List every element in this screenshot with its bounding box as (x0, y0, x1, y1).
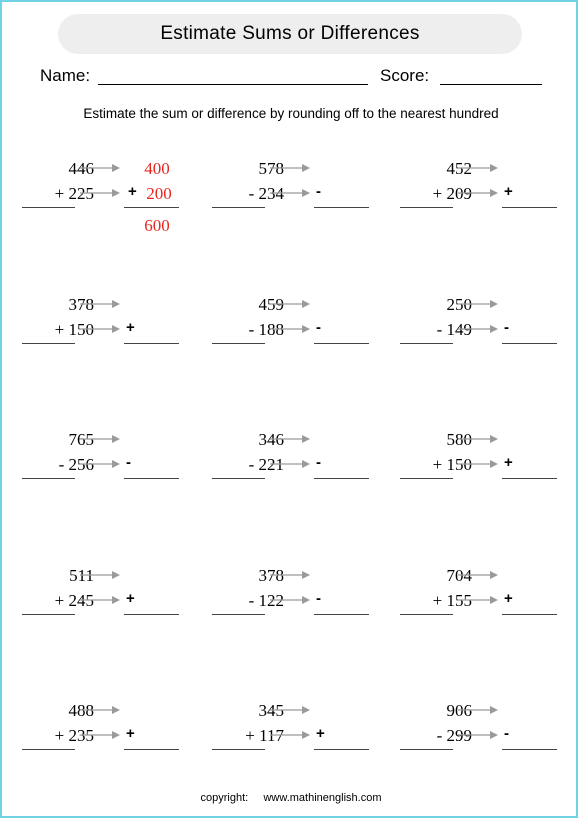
example-result: 600 (144, 216, 170, 235)
problem-bottom-number: + 235 (54, 726, 94, 745)
operation-sign: - (316, 454, 321, 471)
arrow-icon (80, 163, 120, 173)
copyright-footer (2, 792, 578, 804)
problem-item (212, 159, 392, 259)
problem-top-number: 704 (446, 566, 472, 585)
problem-item (22, 159, 202, 259)
problem-item (400, 295, 578, 395)
arrow-icon (270, 163, 310, 173)
problem-item (400, 430, 578, 530)
problem-top-number: 452 (446, 159, 472, 178)
problem-underline (400, 749, 453, 750)
arrow-icon (80, 188, 120, 198)
arrow-icon (270, 595, 310, 605)
name-score-row (40, 64, 550, 92)
answer-line[interactable] (124, 614, 179, 615)
arrow-icon (270, 324, 310, 334)
operation-sign: + (126, 725, 135, 742)
problem-top-number: 378 (68, 295, 94, 314)
worksheet-title (58, 14, 522, 54)
arrow-icon (458, 705, 498, 715)
problem-item (212, 295, 392, 395)
operation-sign: + (504, 590, 513, 607)
answer-line[interactable] (502, 749, 557, 750)
answer-line[interactable] (502, 614, 557, 615)
arrow-icon (80, 595, 120, 605)
operation-sign: + (504, 454, 513, 471)
answer-line[interactable] (502, 207, 557, 208)
answer-line[interactable] (314, 478, 369, 479)
name-field-line[interactable] (98, 84, 368, 85)
answer-line (124, 207, 179, 208)
problem-top-number: 906 (446, 701, 472, 720)
problem-underline (400, 478, 453, 479)
answer-line[interactable] (124, 749, 179, 750)
problem-top-number: 459 (258, 295, 284, 314)
problem-item (212, 566, 392, 666)
problem-item (400, 566, 578, 666)
problem-underline (22, 207, 75, 208)
arrow-icon (458, 299, 498, 309)
problem-bottom-number: - 299 (436, 726, 472, 745)
arrow-icon (80, 705, 120, 715)
arrow-icon (80, 459, 120, 469)
example-rounded-top: 400 (144, 159, 170, 178)
arrow-icon (458, 730, 498, 740)
arrow-icon (270, 459, 310, 469)
problem-underline (22, 614, 75, 615)
problem-underline (212, 749, 265, 750)
problem-bottom-number: + 150 (54, 320, 94, 339)
operation-sign: + (128, 183, 137, 200)
operation-sign: - (126, 454, 131, 471)
problem-bottom-number: + 245 (54, 591, 94, 610)
arrow-icon (458, 188, 498, 198)
problem-underline (22, 343, 75, 344)
problem-top-number: 488 (68, 701, 94, 720)
problem-bottom-number: + 117 (245, 726, 284, 745)
arrow-icon (270, 299, 310, 309)
problem-top-number: 378 (258, 566, 284, 585)
arrow-icon (270, 705, 310, 715)
problem-underline (212, 478, 265, 479)
arrow-icon (80, 324, 120, 334)
problem-bottom-number: + 225 (54, 184, 94, 203)
problem-top-number: 346 (258, 430, 284, 449)
problem-item (212, 430, 392, 530)
problem-top-number: 345 (258, 701, 284, 720)
problem-item (212, 701, 392, 801)
answer-line[interactable] (314, 614, 369, 615)
problem-bottom-number: - 149 (436, 320, 472, 339)
operation-sign: - (316, 183, 321, 200)
problem-item (22, 295, 202, 395)
problem-underline (22, 749, 75, 750)
copyright-label: copyright: (200, 792, 249, 804)
problem-top-number: 765 (68, 430, 94, 449)
arrow-icon (80, 730, 120, 740)
problem-item (400, 701, 578, 801)
arrow-icon (458, 324, 498, 334)
arrow-icon (270, 570, 310, 580)
problem-item (22, 430, 202, 530)
problem-bottom-number: - 256 (58, 455, 94, 474)
arrow-icon (80, 434, 120, 444)
problem-underline (400, 343, 453, 344)
problem-item (22, 701, 202, 801)
arrow-icon (270, 434, 310, 444)
operation-sign: - (504, 725, 509, 742)
arrow-icon (270, 730, 310, 740)
title-text: Estimate Sums or Differences (160, 23, 420, 44)
arrow-icon (80, 570, 120, 580)
answer-line[interactable] (314, 749, 369, 750)
example-rounded-bottom: 200 (146, 184, 172, 203)
answer-line[interactable] (314, 343, 369, 344)
arrow-icon (270, 188, 310, 198)
problem-top-number: 250 (446, 295, 472, 314)
problem-bottom-number: - 221 (248, 455, 284, 474)
name-label: Name: (40, 66, 91, 85)
answer-line[interactable] (314, 207, 369, 208)
arrow-icon (458, 163, 498, 173)
instruction-text: Estimate the sum or difference by rounding off to the nearest hundred (83, 106, 499, 121)
answer-line[interactable] (502, 478, 557, 479)
answer-line[interactable] (502, 343, 557, 344)
problem-top-number: 580 (446, 430, 472, 449)
problem-top-number: 511 (69, 566, 94, 585)
answer-line[interactable] (124, 343, 179, 344)
arrow-icon (458, 595, 498, 605)
problem-underline (22, 478, 75, 479)
operation-sign: - (504, 319, 509, 336)
problem-top-number: 578 (258, 159, 284, 178)
arrow-icon (458, 434, 498, 444)
operation-sign: + (126, 319, 135, 336)
score-label: Score: (380, 66, 430, 85)
arrow-icon (458, 570, 498, 580)
problem-bottom-number: + 155 (432, 591, 472, 610)
operation-sign: + (316, 725, 325, 742)
problem-underline (212, 614, 265, 615)
problem-underline (400, 207, 453, 208)
problem-top-number: 446 (68, 159, 94, 178)
problem-item (22, 566, 202, 666)
problem-bottom-number: + 150 (432, 455, 472, 474)
arrow-icon (458, 459, 498, 469)
score-field-line[interactable] (440, 84, 542, 85)
operation-sign: - (316, 319, 321, 336)
problem-bottom-number: - 188 (248, 320, 284, 339)
problem-item (400, 159, 578, 259)
operation-sign: + (504, 183, 513, 200)
problem-bottom-number: - 234 (248, 184, 284, 203)
arrow-icon (80, 299, 120, 309)
copyright-site: www.mathinenglish.com (263, 792, 382, 804)
operation-sign: + (126, 590, 135, 607)
answer-line[interactable] (124, 478, 179, 479)
problem-underline (212, 343, 265, 344)
operation-sign: - (316, 590, 321, 607)
problem-underline (212, 207, 265, 208)
problem-bottom-number: - 122 (248, 591, 284, 610)
problem-underline (400, 614, 453, 615)
problem-bottom-number: + 209 (432, 184, 472, 203)
